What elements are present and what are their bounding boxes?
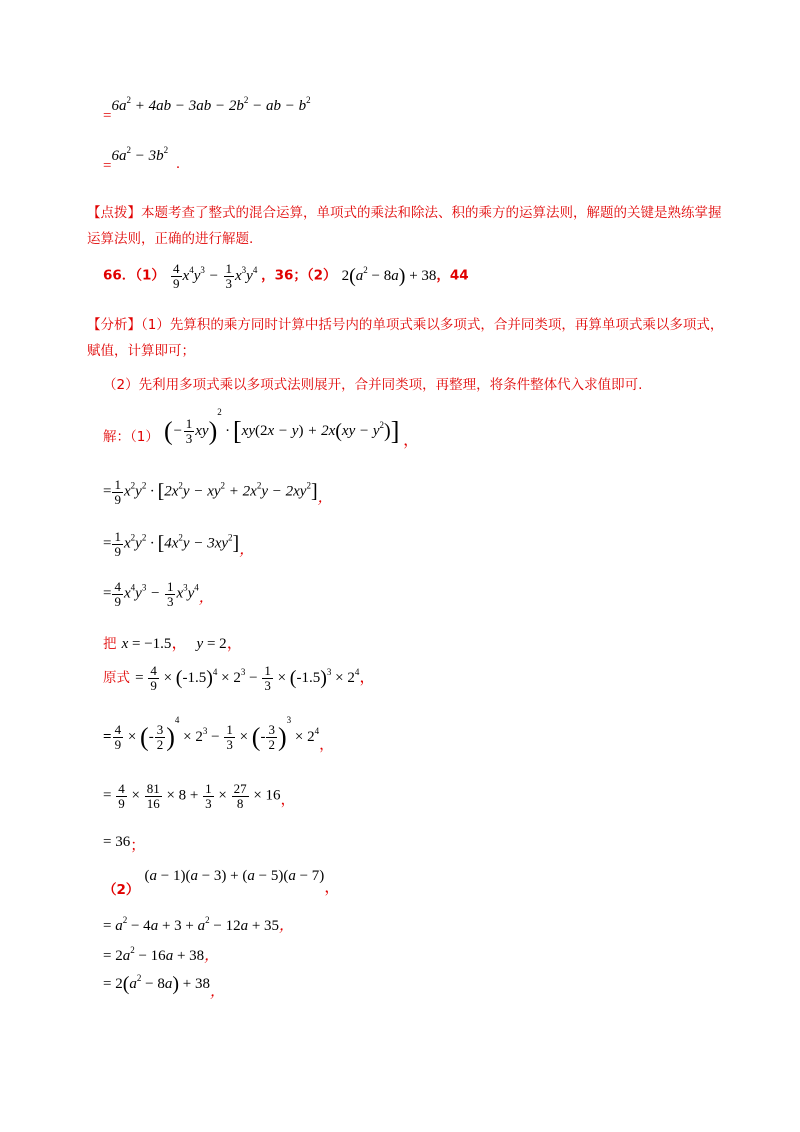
comma: ， [280,791,296,808]
step-fraction: = $\frac{4}{9}$ × (- $\frac{3}{2}$ )$^4 \times 2^3$ − $\frac{1}{3}$ × (- $\frac{3}{2}$ )$^3 \times 2^4$， [103,715,335,753]
hint-paragraph: 【点拨】本题考查了整式的混合运算，单项式的乘法和除法、积的乘方的运算法则，解题的关键是熟练掌握运算法则，正确的进行解题. [87,205,722,247]
comma: ， [359,667,376,686]
step-1: = $\frac{1}{9}$ $x^2y^2 \cdot [2x^2y - xy^2 + 2x^2y - 2xy^2]$， [103,477,333,507]
simplified-line: $=6a^2 - 3b^2$. [103,145,180,174]
answer-last: ，44 [436,267,469,284]
evaluation-line: 原式 = $\frac{4}{9}$ × $(-1.5)^4 \times 2^3$ − $\frac{1}{3}$ × $(-1.5)^3 \times 2^4$， [103,663,376,694]
original-label: 原式 [103,670,130,686]
part-2-factored: = $2(a^2 - 8a) + 38$， [103,973,226,1000]
part-2-combined: = $2a^2 - 16a + 38$， [103,945,220,964]
solution-start [103,407,420,449]
comma: ， [317,489,333,506]
part-2-expansion: = $a^2 - 4a + 3 + a^2 - 12a + 35$， [103,915,295,934]
part-2-label: （2） [103,882,140,898]
comma: ， [324,877,341,896]
step-3: = $\frac{4}{9}$ $x^4y^3$ − $\frac{1}{3}$ $x^3y^4$， [103,579,214,609]
step-numeric: = $\frac{4}{9}$ × $\frac{81}{16}$ × 8 + $\frac{1}{3}$ × $\frac{27}{8}$ × 16， [103,781,296,811]
solution-expr: (− $\frac{1}{3}$ $xy)^2 \cdot [xy(2x - y) + 2x(xy - y^2)]$ [163,407,400,447]
answer-line [103,262,469,290]
answer-expr-2: $2(a^2 - 8a) + 38$ [341,264,437,287]
step-2: = $\frac{1}{9}$ $x^2y^2 \cdot [4x^2y - 3xy^2]$， [103,529,255,559]
comma: ， [319,737,335,753]
substitute-label: 把 [103,636,117,652]
expansion-line: $=6a^2 + 4ab - 3ab - 2b^2$ − ab − $b^2$ [103,95,311,124]
period: . [176,156,180,172]
comma: ， [204,948,220,964]
comma: ， [403,430,420,449]
comma: ， [171,633,188,652]
answer-sep: ， [261,267,275,284]
analysis-paragraph: 【分析】（1）先算积的乘方同时计算中括号内的单项式乘以多项式，合并同类项，再算单项式乘以多项式，赋值，计算即可； [87,317,724,359]
equals-sign: = [103,158,112,174]
comma: ， [198,589,214,606]
equals-sign: = [103,108,112,124]
comma: ， [226,633,243,652]
analysis-paragraph-2: （2）先利用多项式乘以多项式法则展开，合并同类项，再整理，将条件整体代入求值即可. [103,377,643,393]
answer-prefix: 66．（1） [103,267,165,284]
answer-expr-1: $\frac{4}{9}$ $x^4y^3$ − $\frac{1}{3}$ $x^3y^4$ [173,261,258,291]
result-36: = 36； [103,834,146,854]
answer-values: 36；（2） [274,267,337,284]
solution-label: 解：（1） [103,429,159,445]
comma: ， [279,918,295,934]
comma: ， [210,984,226,1000]
substitution-line: 把 x = −1.5， y = 2， [103,633,243,652]
part-2-line: $_{(2)}$ (a − 1)(a − 3) + (a − 5)(a − 7)， [103,868,341,898]
comma: ， [239,541,255,558]
semicolon: ； [130,838,146,854]
